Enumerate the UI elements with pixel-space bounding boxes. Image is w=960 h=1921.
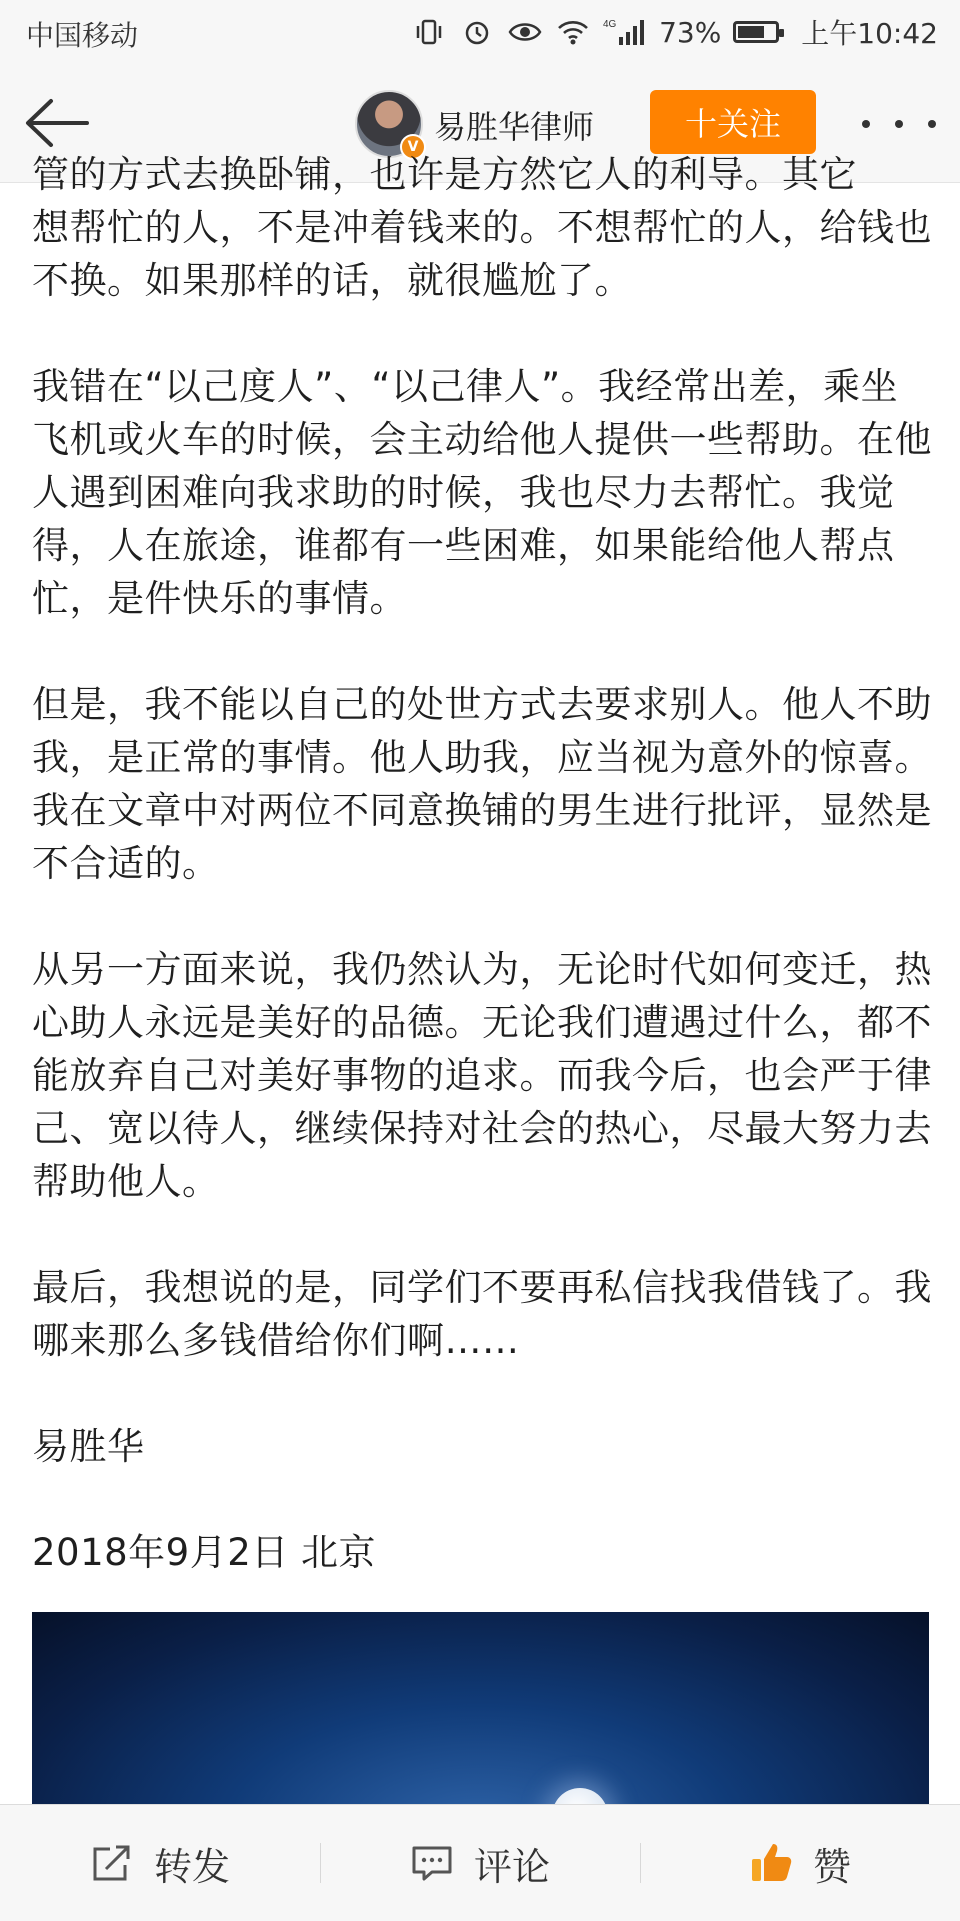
carrier-name: 中国移动	[26, 19, 139, 52]
back-arrow-icon	[23, 98, 89, 148]
eye-icon	[507, 15, 543, 49]
comment-label: 评论	[473, 1844, 550, 1889]
paragraph: 但是，我不能以自己的处世方式去要求别人。他人不助我，是正常的事情。他人助我，应当视为意外的惊喜。我在文章中对两位不同意换铺的男生进行批评，显然是不合适的。	[32, 683, 932, 885]
article-body	[32, 148, 932, 1632]
dateline: 2018年9月2日 北京	[32, 1531, 377, 1574]
more-icon	[862, 120, 870, 128]
paragraph: 想帮忙的人，不是冲着钱来的。不想帮忙的人，给钱也不换。如果那样的话，就很尴尬了。	[32, 206, 932, 302]
thumbs-up-icon	[749, 1841, 793, 1885]
signal-icon	[603, 15, 647, 49]
alarm-icon	[459, 15, 495, 49]
battery-percent: 73%	[659, 15, 722, 49]
repost-label: 转发	[153, 1844, 230, 1889]
battery-icon	[733, 21, 779, 43]
repost-icon	[90, 1843, 134, 1883]
vibrate-icon	[411, 15, 447, 49]
more-button[interactable]	[862, 104, 936, 144]
username[interactable]: 易胜华律师	[434, 108, 595, 146]
bottom-action-bar	[0, 1804, 960, 1921]
cut-off-line: 管的方式去换卧铺，也许是方然它人的利导。其它	[32, 153, 857, 196]
paragraph: 最后，我想说的是，同学们不要再私信找我借钱了。我哪来那么多钱借给你们啊……	[32, 1266, 932, 1362]
article-content[interactable]	[0, 153, 960, 1804]
status-icons	[411, 12, 938, 52]
verified-badge-icon: V	[400, 134, 426, 160]
comment-button[interactable]	[320, 1805, 640, 1921]
back-button[interactable]	[20, 90, 92, 156]
status-bar	[0, 0, 960, 64]
like-button[interactable]	[640, 1805, 960, 1921]
like-label: 赞	[812, 1844, 851, 1889]
clock: 上午10:42	[801, 17, 938, 50]
signature: 易胜华	[32, 1425, 145, 1468]
network-type: 4G	[603, 19, 617, 30]
repost-button[interactable]	[0, 1805, 320, 1921]
paragraph: 从另一方面来说，我仍然认为，无论时代如何变迁，热心助人永远是美好的品德。无论我们遭遇过什么，都不能放弃自己对美好事物的追求。而我今后，也会严于律己、宽以待人，继续保持对社会的热心，尽最大努力去帮助他人。	[32, 948, 932, 1203]
wifi-icon	[555, 15, 591, 49]
comment-icon	[410, 1843, 454, 1883]
paragraph: 我错在“以己度人”、“以己律人”。我经常出差，乘坐飞机或火车的时候，会主动给他人提供一些帮助。在他人遇到困难向我求助的时候，我也尽力去帮忙。我觉得，人在旅途，谁都有一些困难，如果能给他人帮点忙，是件快乐的事情。	[32, 365, 932, 620]
follow-button[interactable]: 十关注	[650, 90, 816, 154]
